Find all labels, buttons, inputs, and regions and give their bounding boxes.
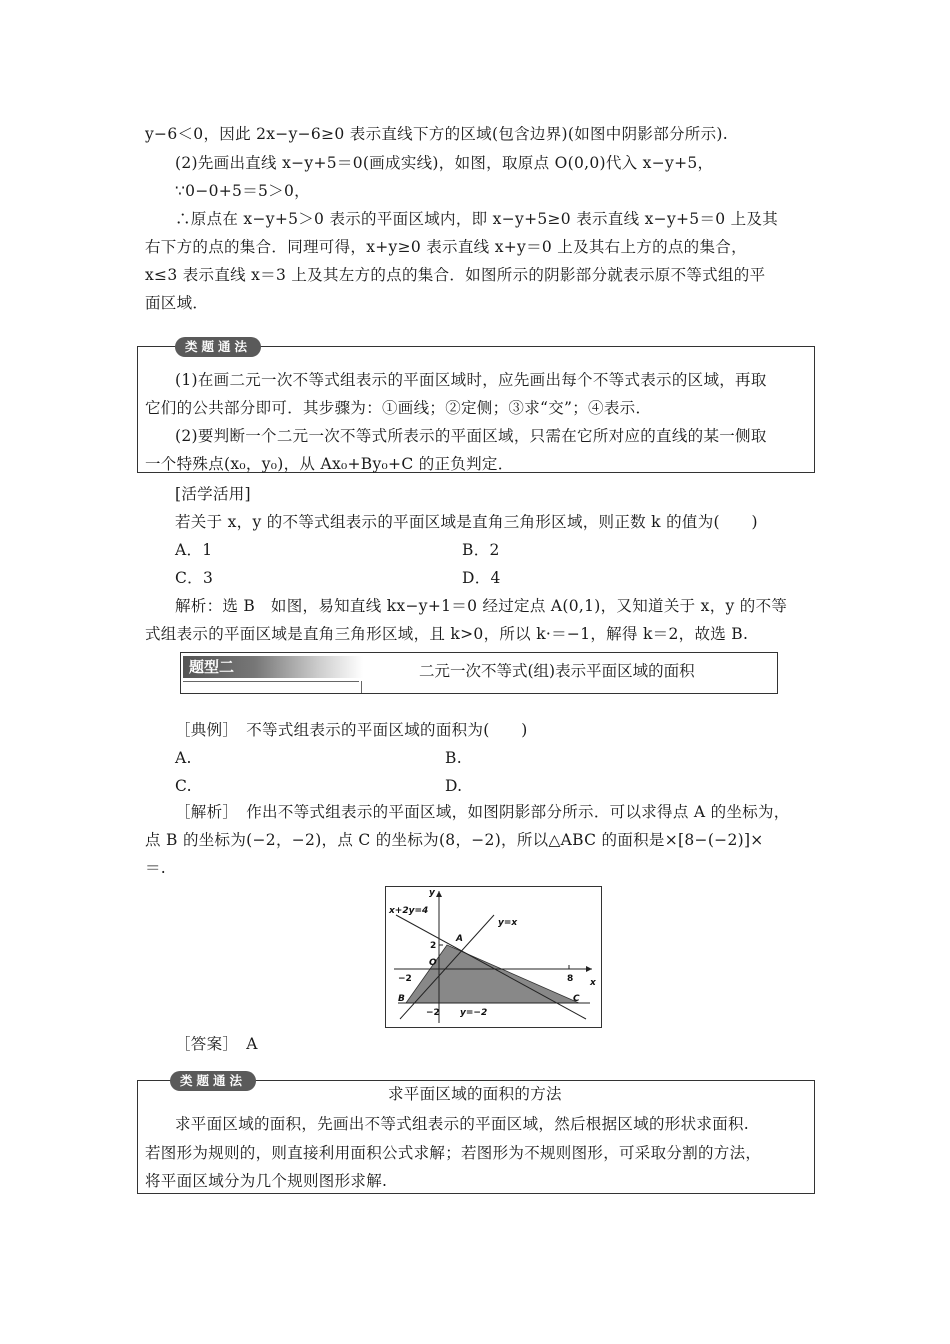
example-analysis-2: 点 B 的坐标为(−2，−2)，点 C 的坐标为(8，−2)，所以△ABC 的面积是×[8−(−2)]×	[145, 831, 764, 849]
example-answer: ［答案］ A	[175, 1035, 258, 1053]
region-figure	[385, 886, 602, 1028]
type-header-bar	[180, 652, 778, 694]
label-line-2: y=x	[498, 918, 518, 928]
method-box-2-title: 求平面区域的面积的方法	[388, 1085, 562, 1103]
method-tag-2: 类题通法	[170, 1071, 256, 1091]
example-option-c: C.	[175, 777, 192, 795]
label-line-3: y=−2	[460, 1008, 488, 1018]
type-label: 题型二	[183, 656, 363, 678]
label-tick-y-neg2: −2	[426, 1008, 440, 1018]
intro-line-6: x≤3 表示直线 x＝3 上及其左方的点的集合．如图所示的阴影部分就表示原不等式组的平	[145, 266, 766, 284]
intro-line-5: 右下方的点的集合．同理可得，x+y≥0 表示直线 x+y＝0 上及其右上方的点的集合，	[145, 238, 747, 256]
practice-option-d: D．4	[462, 569, 501, 587]
y-axis-arrow	[436, 891, 442, 897]
practice-solution-1: 解析：选 B 如图，易知直线 kx−y+1＝0 经过定点 A(0,1)，又知道关于 x，y 的不等	[175, 597, 788, 615]
label-line-1: x+2y=4	[389, 906, 429, 916]
example-analysis-1: ［解析］ 作出不等式组表示的平面区域，如图阴影部分所示．可以求得点 A 的坐标为，	[175, 803, 790, 821]
example-question: ［典例］ 不等式组表示的平面区域的面积为( )	[175, 721, 528, 739]
practice-option-b: B．2	[462, 541, 500, 559]
intro-line-2: (2)先画出直线 x−y+5＝0(画成实线)，如图，取原点 O(0,0)代入 x−y+5，	[175, 154, 714, 172]
label-tick-x-neg2: −2	[398, 974, 412, 984]
intro-line-4: ∴原点在 x−y+5＞0 表示的平面区域内，即 x−y+5≥0 表示直线 x−y+5＝0 上及其	[175, 210, 779, 228]
label-point-a: A	[456, 934, 463, 944]
x-axis-arrow	[586, 966, 592, 972]
label-axis-y: y	[429, 888, 435, 898]
type-title: 二元一次不等式(组)表示平面区域的面积	[419, 662, 695, 680]
practice-solution-2: 式组表示的平面区域是直角三角形区域，且 k>0，所以 k·＝−1，解得 k＝2，故选 B.	[145, 625, 749, 643]
intro-line-7: 面区域．	[145, 294, 209, 312]
method-box-2-line-3: 将平面区域分为几个规则图形求解.	[145, 1172, 388, 1190]
label-origin: O	[429, 958, 437, 968]
example-analysis-3: ＝.	[145, 859, 167, 877]
method-box-1-line-1: (1)在画二元一次不等式组表示的平面区域时，应先画出每个不等式表示的区域，再取	[175, 371, 767, 389]
example-option-d: D.	[445, 777, 463, 795]
practice-option-c: C．3	[175, 569, 214, 587]
example-option-a: A.	[175, 749, 192, 767]
label-point-c: C	[573, 994, 580, 1004]
practice-question: 若关于 x，y 的不等式组表示的平面区域是直角三角形区域，则正数 k 的值为( )	[175, 513, 758, 531]
method-box-2-line-2: 若图形为规则的，则直接利用面积公式求解；若图形为不规则图形，可采取分割的方法，	[145, 1144, 762, 1162]
label-axis-x: x	[590, 978, 596, 988]
practice-option-a: A．1	[175, 541, 213, 559]
practice-heading: [活学活用]	[175, 485, 251, 503]
method-tag-1: 类题通法	[175, 337, 261, 357]
intro-line-1: y−6＜0，因此 2x−y−6≥0 表示直线下方的区域(包含边界)(如图中阴影部分所示).	[145, 125, 728, 143]
method-box-2-line-1: 求平面区域的面积，先画出不等式组表示的平面区域，然后根据区域的形状求面积.	[175, 1115, 750, 1133]
label-tick-y-2: 2	[430, 941, 437, 951]
intro-line-3: ∵0−0+5＝5＞0，	[175, 182, 310, 200]
method-box-1-line-2: 它们的公共部分即可．其步骤为：①画线；②定侧；③求“交”；④表示．	[145, 399, 652, 417]
method-box-1-line-3: (2)要判断一个二元一次不等式所表示的平面区域，只需在它所对应的直线的某一侧取	[175, 427, 767, 445]
example-option-b: B.	[445, 749, 462, 767]
shaded-region	[406, 945, 579, 1003]
region-figure-svg	[386, 887, 601, 1027]
method-box-1-line-4: 一个特殊点(x₀，y₀)，从 Ax₀+By₀+C 的正负判定．	[145, 455, 514, 473]
label-point-b: B	[398, 994, 405, 1004]
label-tick-x-8: 8	[567, 974, 574, 984]
